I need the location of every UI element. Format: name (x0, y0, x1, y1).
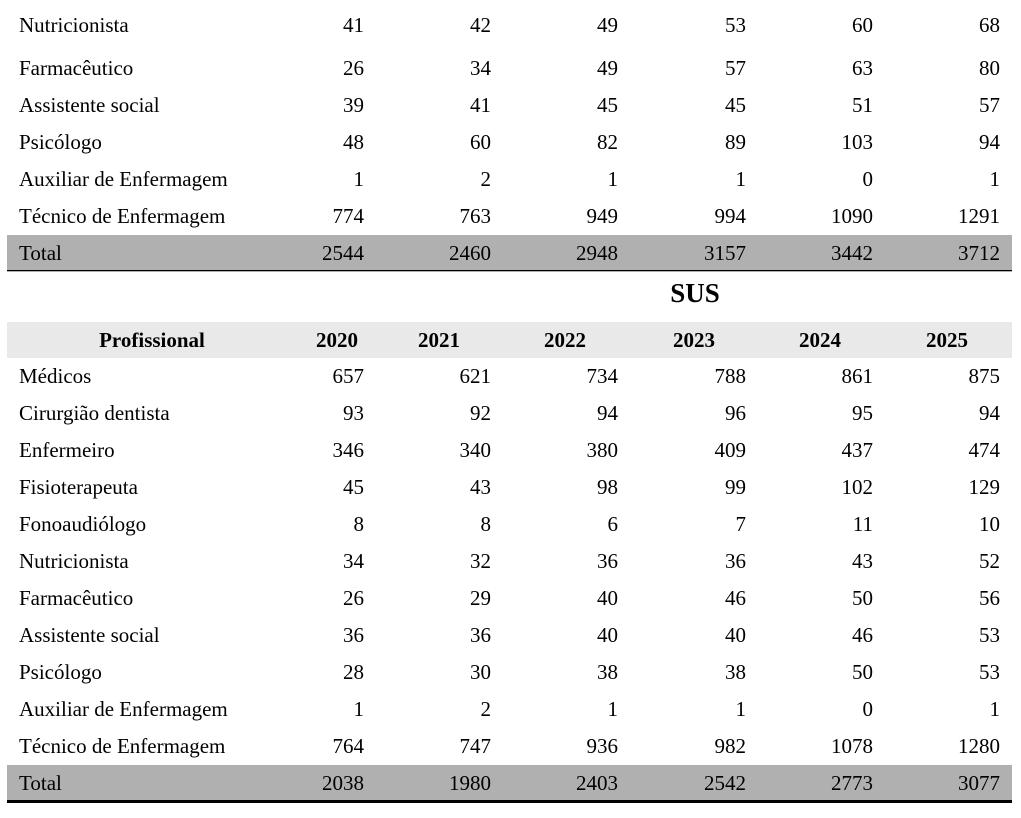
row-label: Fisioterapeuta (19, 475, 138, 499)
cell-2023: 994 (714, 204, 746, 228)
cell-2022: 36 (597, 549, 618, 573)
cell-2021: 747 (459, 734, 491, 758)
cell-2024: 50 (852, 660, 873, 684)
cell-2025: 53 (979, 660, 1000, 684)
table-row (7, 469, 1012, 506)
table-row (7, 654, 1012, 691)
cell-2021: 340 (459, 438, 491, 462)
cell-2025: 56 (979, 586, 1000, 610)
table-row (7, 432, 1012, 469)
cell-2024: 50 (852, 586, 873, 610)
cell-2020: 41 (343, 13, 364, 37)
cell-2025: 52 (979, 549, 1000, 573)
cell-2025: 94 (979, 401, 1000, 425)
cell-2025: 1 (989, 167, 1000, 191)
total-2021: 1980 (449, 771, 491, 795)
cell-2022: 1 (607, 697, 618, 721)
row-label: Farmacêutico (19, 586, 134, 610)
total-row (7, 235, 1012, 272)
table-row (7, 617, 1012, 654)
cell-2023: 57 (725, 56, 746, 80)
cell-2021: 763 (459, 204, 491, 228)
cell-2025: 129 (968, 475, 1000, 499)
sus-table (7, 322, 1012, 802)
cell-2024: 95 (852, 401, 873, 425)
upper-table (7, 7, 1012, 272)
section-title-sus: SUS (670, 278, 720, 308)
cell-2025: 474 (968, 438, 1000, 462)
cell-2025: 1291 (958, 204, 1000, 228)
row-label: Auxiliar de Enfermagem (19, 167, 228, 191)
cell-2020: 45 (343, 475, 364, 499)
cell-2020: 34 (343, 549, 364, 573)
cell-2022: 94 (597, 401, 618, 425)
total-2020: 2544 (322, 241, 364, 265)
cell-2024: 46 (852, 623, 873, 647)
cell-2025: 53 (979, 623, 1000, 647)
cell-2021: 36 (470, 623, 491, 647)
cell-2022: 949 (586, 204, 618, 228)
cell-2024: 11 (852, 512, 873, 536)
cell-2021: 34 (470, 56, 491, 80)
row-label: Assistente social (19, 93, 160, 117)
cell-2022: 6 (607, 512, 618, 536)
cell-2023: 89 (725, 130, 746, 154)
cell-2024: 1090 (831, 204, 873, 228)
cell-2021: 42 (470, 13, 491, 37)
cell-2021: 43 (470, 475, 491, 499)
cell-2022: 49 (597, 56, 618, 80)
table-row (7, 161, 1012, 198)
total-label: Total (19, 241, 62, 265)
cell-2020: 1 (353, 697, 364, 721)
cell-2023: 40 (725, 623, 746, 647)
cell-2023: 36 (725, 549, 746, 573)
table-row (7, 7, 1012, 44)
cell-2023: 45 (725, 93, 746, 117)
table-row (7, 198, 1012, 235)
cell-2024: 102 (841, 475, 873, 499)
cell-2021: 2 (480, 697, 491, 721)
cell-2024: 43 (852, 549, 873, 573)
cell-2020: 346 (332, 438, 364, 462)
cell-2022: 40 (597, 623, 618, 647)
cell-2024: 861 (841, 364, 873, 388)
total-label: Total (19, 771, 62, 795)
cell-2023: 788 (714, 364, 746, 388)
cell-2024: 1078 (831, 734, 873, 758)
row-label: Farmacêutico (19, 56, 134, 80)
row-label: Cirurgião dentista (19, 401, 170, 425)
cell-2024: 63 (852, 56, 873, 80)
total-2024: 2773 (831, 771, 873, 795)
cell-2024: 51 (852, 93, 873, 117)
cell-2025: 875 (968, 364, 1000, 388)
cell-2025: 57 (979, 93, 1000, 117)
total-2024: 3442 (831, 241, 873, 265)
cell-2020: 26 (343, 586, 364, 610)
cell-2024: 103 (841, 130, 873, 154)
cell-2022: 40 (597, 586, 618, 610)
cell-2024: 437 (841, 438, 873, 462)
cell-2020: 774 (332, 204, 364, 228)
row-label: Psicólogo (19, 660, 102, 684)
cell-2020: 1 (353, 167, 364, 191)
cell-2021: 29 (470, 586, 491, 610)
cell-2022: 49 (597, 13, 618, 37)
table-row (7, 50, 1012, 87)
cell-2023: 53 (725, 13, 746, 37)
cell-2023: 38 (725, 660, 746, 684)
total-2022: 2948 (576, 241, 618, 265)
row-label: Auxiliar de Enfermagem (19, 697, 228, 721)
cell-2021: 41 (470, 93, 491, 117)
total-2020: 2038 (322, 771, 364, 795)
cell-2025: 94 (979, 130, 1000, 154)
cell-2023: 409 (714, 438, 746, 462)
column-header-profissional: Profissional (99, 328, 205, 352)
total-2023: 3157 (704, 241, 746, 265)
row-label: Assistente social (19, 623, 160, 647)
table-row (7, 87, 1012, 124)
row-label: Nutricionista (19, 549, 129, 573)
cell-2023: 1 (735, 167, 746, 191)
table-row (7, 728, 1012, 765)
total-2025: 3077 (958, 771, 1000, 795)
cell-2025: 1 (989, 697, 1000, 721)
row-label: Nutricionista (19, 13, 129, 37)
cell-2020: 28 (343, 660, 364, 684)
cell-2022: 45 (597, 93, 618, 117)
cell-2021: 60 (470, 130, 491, 154)
cell-2021: 8 (480, 512, 491, 536)
cell-2024: 0 (862, 167, 873, 191)
column-header-2020: 2020 (316, 328, 358, 352)
cell-2021: 621 (459, 364, 491, 388)
cell-2020: 764 (332, 734, 364, 758)
cell-2025: 1280 (958, 734, 1000, 758)
cell-2022: 82 (597, 130, 618, 154)
cell-2023: 96 (725, 401, 746, 425)
table-row (7, 124, 1012, 161)
row-label: Fonoaudiólogo (19, 512, 147, 536)
cell-2020: 36 (343, 623, 364, 647)
cell-2025: 68 (979, 13, 1000, 37)
row-label: Enfermeiro (19, 438, 115, 462)
cell-2024: 60 (852, 13, 873, 37)
cell-2023: 982 (714, 734, 746, 758)
table-row (7, 506, 1012, 543)
cell-2020: 39 (343, 93, 364, 117)
cell-2025: 10 (979, 512, 1000, 536)
cell-2021: 30 (470, 660, 491, 684)
cell-2022: 1 (607, 167, 618, 191)
cell-2023: 1 (735, 697, 746, 721)
cell-2020: 26 (343, 56, 364, 80)
cell-2023: 46 (725, 586, 746, 610)
total-row (7, 765, 1012, 802)
total-2022: 2403 (576, 771, 618, 795)
table-row (7, 543, 1012, 580)
cell-2024: 0 (862, 697, 873, 721)
table-row (7, 395, 1012, 432)
column-header-2024: 2024 (799, 328, 841, 352)
table-row (7, 580, 1012, 617)
total-2023: 2542 (704, 771, 746, 795)
cell-2022: 38 (597, 660, 618, 684)
cell-2021: 2 (480, 167, 491, 191)
cell-2022: 734 (586, 364, 618, 388)
table-row (7, 358, 1012, 395)
cell-2020: 93 (343, 401, 364, 425)
cell-2020: 48 (343, 130, 364, 154)
cell-2022: 380 (586, 438, 618, 462)
row-label: Técnico de Enfermagem (19, 734, 226, 758)
row-label: Técnico de Enfermagem (19, 204, 226, 228)
table-bottom-rule (7, 800, 1012, 803)
row-label: Psicólogo (19, 130, 102, 154)
cell-2020: 657 (332, 364, 364, 388)
table-bottom-rule (7, 270, 1012, 271)
column-header-2022: 2022 (544, 328, 586, 352)
cell-2021: 32 (470, 549, 491, 573)
cell-2020: 8 (353, 512, 364, 536)
column-header-2021: 2021 (418, 328, 460, 352)
column-header-2023: 2023 (673, 328, 715, 352)
table-header-row (7, 322, 1012, 358)
cell-2023: 99 (725, 475, 746, 499)
column-header-2025: 2025 (926, 328, 968, 352)
total-2021: 2460 (449, 241, 491, 265)
table-row (7, 691, 1012, 728)
cell-2021: 92 (470, 401, 491, 425)
cell-2022: 98 (597, 475, 618, 499)
cell-2023: 7 (735, 512, 746, 536)
total-2025: 3712 (958, 241, 1000, 265)
row-label: Médicos (19, 364, 92, 388)
cell-2025: 80 (979, 56, 1000, 80)
cell-2022: 936 (586, 734, 618, 758)
